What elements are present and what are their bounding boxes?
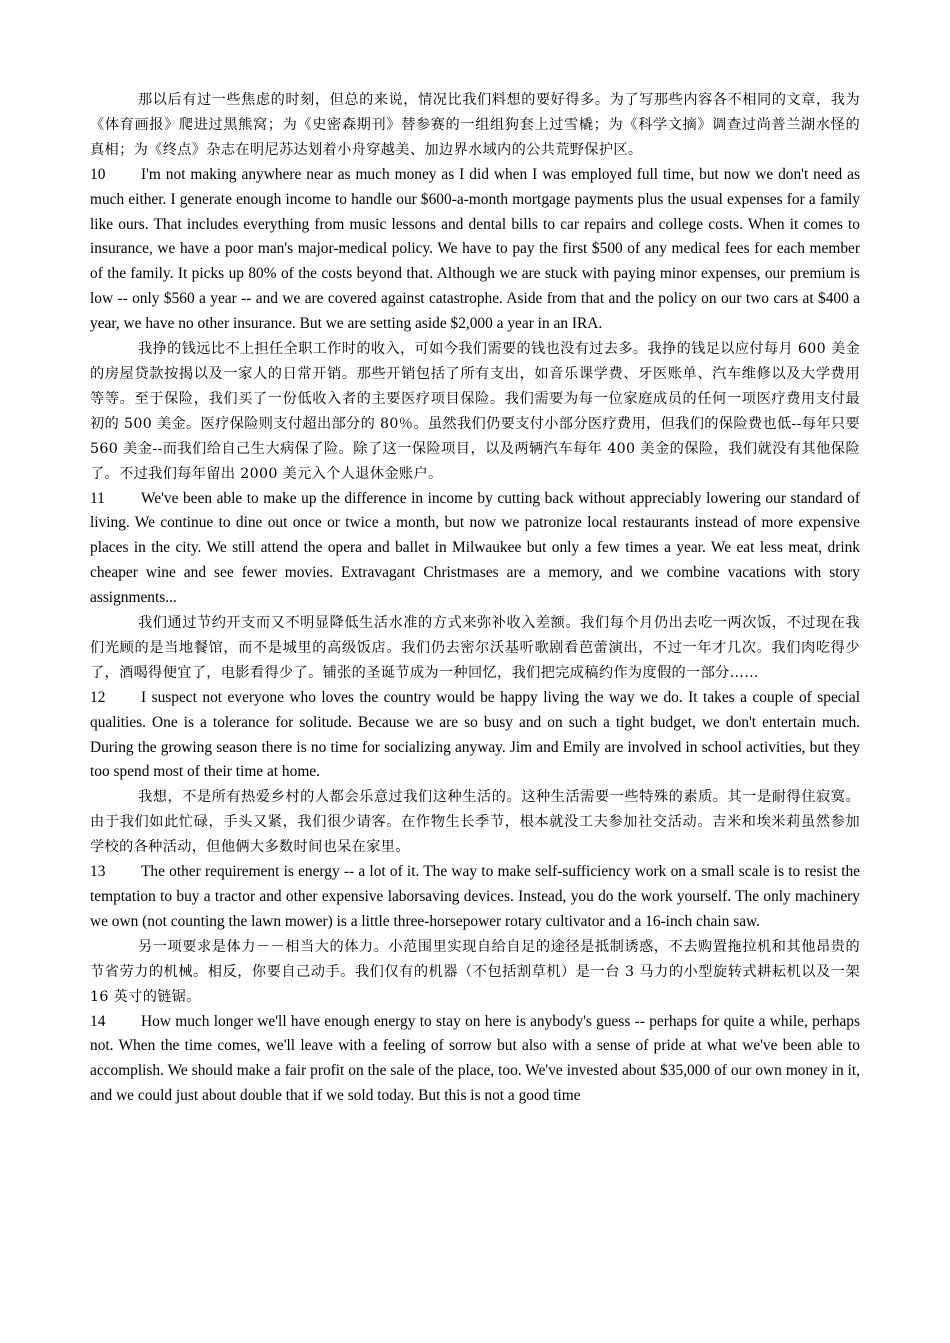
paragraph-zh-13: 另一项要求是体力－－相当大的体力。小范围里实现自给自足的途径是抵制诱惑，不去购置拖拉机和其他昂贵的节省劳力的机械。相反，你要自己动手。我们仅有的机器（不包括割草机）是一台 3 马力的小型旋转式耕耘机以及一架 16 英寸的链锯。	[90, 938, 860, 1005]
paragraph-en-14	[90, 1010, 860, 1110]
paragraph-text: How much longer we'll have enough energy to stay on here is anybody's guess -- perhaps for quite a while, perhaps not. When the time comes, we'll leave with a feeling of sorrow but also with a sense of pride at what we've been able to accomplish. We should make a fair profit on the sale of the place, too. We've invested about $35,000 of our own money in it, and we could just about double that if we sold today. But this is not a good time	[90, 1012, 860, 1105]
paragraph-zh-10: 我挣的钱远比不上担任全职工作时的收入，可如今我们需要的钱也没有过去多。我挣的钱足以应付每月 600 美金的房屋贷款按揭以及一家人的日常开销。那些开销包括了所有支出，如音乐课学费、牙医账单、汽车维修以及大学费用等等。至于保险，我们买了一份低收入者的主要医疗项目保险。我们需要为每一位家庭成员的任何一项医疗费用支付最初的 500 美金。医疗保险则支付超出部分的 80％。虽然我们仍要支付小部分医疗费用，但我们的保险费也低--每年只要 560 美金--而我们给自己生大病保了险。除了这一保险项目，以及两辆汽车每年 400 美金的保险，我们就没有其他保险了。不过我们每年留出 2000 美元入个人退休金账户。	[90, 341, 860, 482]
paragraph-en-13	[90, 860, 860, 935]
paragraph-number: 10	[90, 165, 106, 183]
paragraph-en-11	[90, 487, 860, 612]
paragraph-text: We've been able to make up the difference in income by cutting back without appreciably lowering our standard of living. We continue to dine out once or twice a month, but now we patronize local restaurants instead of more expensive places in the city. We still attend the opera and ballet in Milwaukee but only a few times a year. We eat less meat, drink cheaper wine and see fewer movies. Extravagant Christmases are a memory, and we combine vacations with story assignments...	[90, 489, 860, 607]
paragraph-text: I'm not making anywhere near as much money as I did when I was employed full time, but now we don't need as much either. I generate enough income to handle our $600-a-month mortgage payments plus the usual expenses for a family like ours. That includes everything from music lessons and dental bills to car repairs and college costs. When it comes to insurance, we have a poor man's major-medical policy. We have to pay the first $500 of any medical fees for each member of the family. It picks up 80% of the costs beyond that. Although we are stuck with paying minor expenses, our premium is low -- only $560 a year -- and we are covered against catastrophe. Aside from that and the policy on our two cars at $400 a year, we have no other insurance. But we are setting aside $2,000 a year in an IRA.	[90, 165, 860, 333]
paragraph-text: I suspect not everyone who loves the country would be happy living the way we do. It takes a couple of special qualities. One is a tolerance for solitude. Because we are so busy and on such a tight budget, we don't entertain much. During the growing season there is no time for socializing anyway. Jim and Emily are involved in school activities, but they too spend most of their time at home.	[90, 688, 860, 781]
paragraph-number: 12	[90, 688, 106, 706]
paragraph-en-10	[90, 163, 860, 337]
paragraph-zh-12: 我想，不是所有热爱乡村的人都会乐意过我们这种生活的。这种生活需要一些特殊的素质。其一是耐得住寂寞。由于我们如此忙碌，手头又紧，我们很少请客。在作物生长季节，根本就没工夫参加社交活动。吉米和埃米莉虽然参加学校的各种活动，但他俩大多数时间也呆在家里。	[90, 789, 860, 856]
paragraph-zh-11: 我们通过节约开支而又不明显降低生活水准的方式来弥补收入差额。我们每个月仍出去吃一两次饭，不过现在我们光顾的是当地餐馆，而不是城里的高级饭店。我们仍去密尔沃基听歌剧看芭蕾演出，不过一年才几次。我们肉吃得少了，酒喝得便宜了，电影看得少了。铺张的圣诞节成为一种回忆，我们把完成稿约作为度假的一部分……	[90, 615, 860, 681]
paragraph-number: 11	[90, 489, 105, 507]
paragraph-number: 14	[90, 1012, 106, 1030]
paragraph-text: The other requirement is energy -- a lot of it. The way to make self-sufficiency work on a small scale is to resist the temptation to buy a tractor and other expensive laborsaving devices. Instead, you do the work yourself. The only machinery we own (not counting the lawn mower) is a little three-horsepower rotary cultivator and a 16-inch chain saw.	[90, 863, 860, 930]
document-page	[90, 88, 860, 1109]
paragraph-zh-09: 那以后有过一些焦虑的时刻，但总的来说，情况比我们料想的要好得多。为了写那些内容各不相同的文章，我为《体育画报》爬进过黑熊窝；为《史密森期刊》替参赛的一组组狗套上过雪橇；为《科学文摘》调查过尚普兰湖水怪的真相；为《终点》杂志在明尼苏达划着小舟穿越美、加边界水域内的公共荒野保护区。	[90, 92, 860, 158]
paragraph-number: 13	[90, 863, 106, 881]
paragraph-en-12	[90, 686, 860, 786]
